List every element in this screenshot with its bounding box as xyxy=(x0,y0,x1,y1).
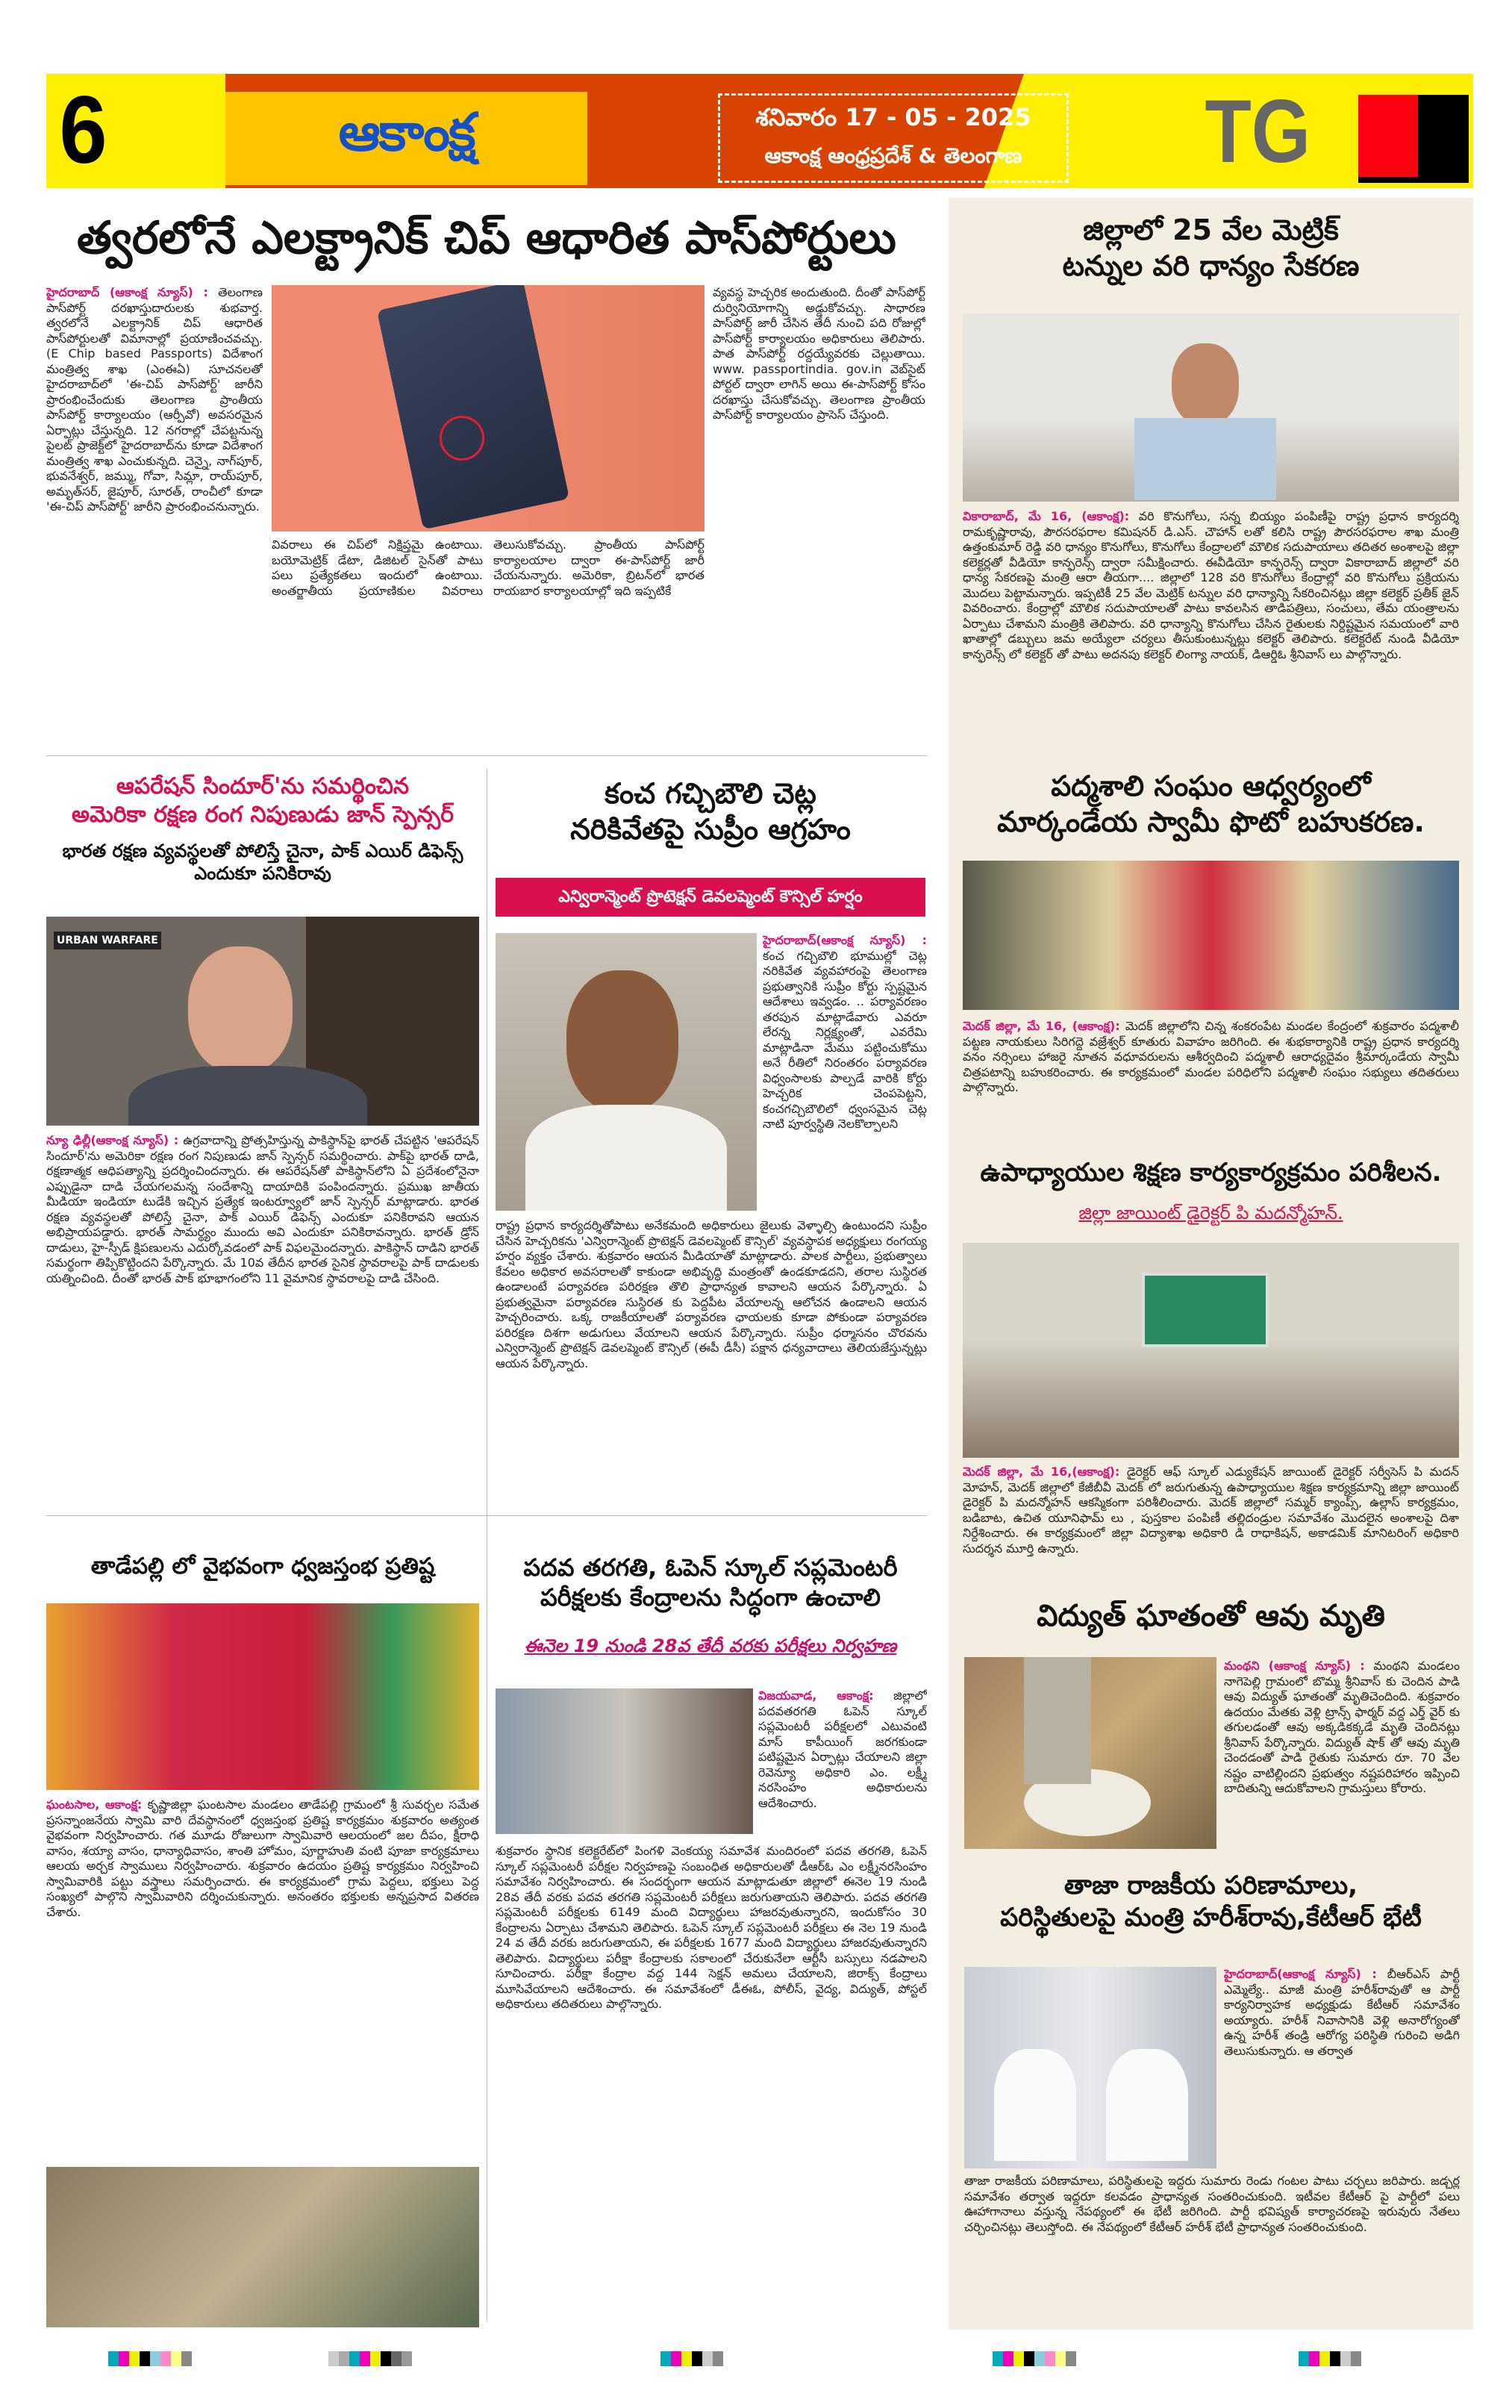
page-number: 6 xyxy=(59,77,107,184)
newspaper-logo: ఆకాంక్ష xyxy=(338,102,475,163)
article-text xyxy=(963,1019,1459,1138)
article-text xyxy=(46,1797,479,2159)
headline xyxy=(494,1553,927,1612)
headline xyxy=(494,776,927,847)
registration-marks xyxy=(328,2351,412,2366)
video-conference-photo xyxy=(963,314,1459,502)
dateline: విజయవాడ, ఆకాంక్ష: xyxy=(758,1688,874,1703)
body-text: కృష్ణాజిల్లా ఘంటసాల మండలం తాడేపల్లి గ్రామంలో శ్రీ సువర్చల సమేత ప్రసన్నాంజనేయ స్వామి వారి దేవస్థానంలో ధ్వజస్తంభ ప్రతిష్ట కార్యక్రమం శుక్రవారం అత్యంత వైభవంగా నిర్వహించారు. గత మూడు రోజులుగా స్వామివారి ఆలయంలో జల దీపం, క్షీరాధి వాసం, శయ్యా వాసం, ధాన్యాధివాసం, శాంతి హోమం, పూర్ణాహుతి వంటి పూజా కార్యక్రమాలు ఆలయ అర్చక స్వాములు నిర్వహించారు. శుక్రవారం ఉదయం ప్రతిష్ట కార్యక్రమం నిర్వహించి స్వామివారికి పట్టు వస్త్రాలు సమర్పించారు. ఈ కార్యక్రమంలో గ్రామ పెద్దలు, భక్తులు పెద్ద సంఖ్యలో పాల్గొని స్వామివారిని దర్శించుకున్నారు. అనంతరం భక్తులకు అన్నప్రసాద వితరణ చేశారు. xyxy=(46,1797,479,1919)
body-text: వరి కొనుగోలు, సన్న బియ్యం పంపిణీపై రాష్ట్ర ప్రధాన కార్యదర్శి రామకృష్ణారావు, పౌరసరఫరాల కమిషనర్ డి.ఎస్. చౌహాన్ లతో కలిసి రాష్ట్ర పౌరసరఫరాల శాఖ మంత్రి ఉత్తంకుమార్ రెడ్డి వరి ధాన్యం కొనుగోలు, కొనుగోలు కేంద్రాలలో మౌలిక సదుపాయాలు తదితర అంశాలపై జిల్లా కలెక్టర్లతో వీడియో కాన్ఫరెన్స్ ద్వారా సమీక్షించారు. ఈవీడియో కాన్ఫరెన్స్ ద్వారా వికారాబాద్ జిల్లాలో వరి ధాన్య సేకరణపై మంత్రి ఆరా తీయగా.... జిల్లాలో 128 వరి కొనుగోలు కేంద్రాల్లో వరి కొనుగోలు ప్రక్రియను మొదలు పెట్టామన్నారు. ఇప్పటికీ 25 వేల మెట్రిక్ టన్నుల వరి ధాన్యాన్ని సేకరించినట్లు జిల్లా కలెక్టర్ ప్రతీక్ జైన్ వివరించారు. కేంద్రాల్లో మౌలిక సదుపాయాలతో పాటు కావలసిన తాడిపత్రిలు, సంచులు, తేమ యంత్రాలను ఏర్పాటు చేశామని మంత్రికి తెలిపారు. వరి ధాన్యాన్ని కొనుగోలు చేసిన రైతులకు నిర్దిష్టమైన సమయంలో వారి ఖాతాల్లో డబ్బులు జమ అయ్యేలా చర్యలు తీసుకుంటున్నట్లు కలెక్టర్ తెలిపారు. కలెక్టరేట్ నుండి వీడియో కాన్ఫరెన్స్ లో కలెక్టర్ తో పాటు అదనపు కలెక్టర్ లింగ్యా నాయక్, డిఆర్డిఓ శ్రీనివాస్ లు పాల్గొన్నారు. xyxy=(963,509,1459,661)
headline xyxy=(46,773,479,829)
headline-line: పరీక్షలకు కేంద్రాలను సిద్ధంగా ఉంచాలి xyxy=(540,1583,881,1612)
headline-line: పద్మశాలి సంఘం ఆధ్వర్యంలో xyxy=(1051,770,1371,802)
dateline: న్యూ ఢిల్లీ(ఆకాంక్ష న్యూస్) : xyxy=(46,1133,179,1147)
article-text: వివరాలు ఈ చిప్‌లో నిక్షిప్తమై ఉంటాయి. బయోమెట్రిక్ డేటా, డిజిటల్ సైన్‌తో పాటు పలు ప్రత్యేకతలు ఇందులో ఉంటాయి. అంతర్జాతీయ ప్రయాణికుల వివరాలు తెలుసుకోవచ్చు. ప్రాంతీయ పాస్‌పోర్ట్ కార్యాలయాల ద్వారా ఈ-పాస్‌పోర్ట్ జారీ చేయనున్నారు. అమెరికా, బ్రిటన్‌లో భారత రాయబార కార్యాలయాల్లో ఇది ఇప్పటికే xyxy=(272,537,705,598)
article-text xyxy=(46,1133,479,1510)
logo-box xyxy=(225,92,587,185)
article-text: వ్యవస్థ హెచ్చరిక అందుతుంది. దీంతో పాస్‌పోర్ట్ దుర్వినియోగాన్ని అడ్డుకోవచ్చు. సాధారణ పాస్‌పోర్ట్ జారీ చేసిన తేదీ నుంచి పది రోజుల్లో పాస్‌పోర్ట్ కార్యాలయం అధికారులు తెలిపారు. పాత పాస్‌పోర్ట్ రద్దయ్యేవరకు చెల్లుతాయి. www. passportindia. gov.in వెబ్‌సైట్ పోర్టల్ ద్వారా లాగిన్ అయి ఈ-పాస్‌పోర్ట్ కోసం దరఖాస్తు చేసుకోవచ్చు. తెలంగాణ ప్రాంతీయ పాస్‌పోర్ట్ కార్యాలయం ప్రాసెస్ చేస్తుంది. xyxy=(713,285,925,422)
headline-line: అమెరికా రక్షణ రంగ నిపుణుడు జాన్ స్పెన్సర్ xyxy=(71,801,454,828)
dateline: మెదక్ జిల్లా, మే 16, (ఆకాంక్ష): xyxy=(963,1019,1120,1033)
masthead xyxy=(46,74,1473,188)
registration-marks xyxy=(108,2351,192,2366)
article-text: శుక్రవారం స్థానిక కలెక్టరేట్‌లో పింగళి వెంకయ్య సమావేశ మందిరంలో పదవ తరగతి, ఓపెన్ స్కూల్ సప్లమెంటరీ పరీక్షల నిర్వహణపై సంబంధిత అధికారులతో డీఆర్‌ఓ ఎం లక్ష్మీనరసింహం సమావేశం నిర్వహించారు. ఈ సందర్భంగా ఆయన మాట్లాడుతూ జిల్లాలో ఈనెల 19 నుండి 28వ తేదీ వరకు పదవ తరగతి సప్లమెంటరీ పరీక్షలు జరుగుతాయని తెలిపారు. పదవ తరగతి సప్లమెంటరీ పరీక్షలకు 6149 మంది విద్యార్థులు హాజరవుతున్నారని, ఇందుకోసం 30 కేంద్రాలను ఏర్పాటు చేశామని తెలిపారు. ఓపెన్ స్కూల్ సప్లమెంటరీ పరీక్షలు ఈ నెల 19 నుండి 24 వ తేదీ వరకు జరుగుతాయని, ఈ పరీక్షలకు 1677 మంది విద్యార్థులు హాజరవుతున్నారని తెలిపారు. విద్యార్థులు పరీక్షా కేంద్రాలకు సకాలంలో చేరుకునేలా ఆర్టీసీ బస్సులు నడపాలని సూచించారు. పరీక్షా కేంద్రాల వద్ద 144 సెక్షన్ అమలు చేయాలని, జిరాక్స్ కేంద్రాలు మూసివేయాలని ఆదేశించారు. ఈ సమావేశంలో డీఈఓ, పోలీస్, వైద్య, విద్యుత్, పోస్టల్ అధికారులు తదితరులు పాల్గొన్నారు. xyxy=(496,1844,927,2011)
headline-line: టన్నుల వరి ధాన్యం సేకరణ xyxy=(1062,249,1360,282)
headline-line: తాజా రాజకీయ పరిణామాలు, xyxy=(1063,1871,1358,1900)
headline: ఉపాధ్యాయుల శిక్షణ కార్యకార్యక్రమం పరిశీలన. xyxy=(980,1158,1442,1188)
divider xyxy=(46,755,927,756)
article-text xyxy=(963,509,1459,733)
headline-line: జిల్లాలో 25 వేల మెట్రిక్ xyxy=(1083,213,1339,246)
body-text: మెదక్ జిల్లాలోని చిన్న శంకరంపేట మండల కేంద్రంలో శుక్రవారం పద్మశాలీ పట్టణ నాయకులు సిరిగద్దె వజ్రేశ్వర్ కూతురు వివాహం జరిగింది. ఈ శుభకార్యానికి రాష్ట్ర ప్రధాన కార్యదర్శి వనం నర్సింలు హాజరై నూతన వధూవరులను ఆశీర్వదించి పద్మశాలీ ఆరాధ్యదైవం శ్రీమార్కండేయ స్వామీ చిత్రపటాన్ని బహుకరించారు. ఈ కార్యక్రమంలో మండల పరిధిలోని పద్మశాలీ సంఘం సభ్యులు తదితరులు పాల్గొన్నారు. xyxy=(963,1019,1459,1094)
headline-line: పరిస్థితులపై మంత్రి హరీశ్‌రావు,కేటీఆర్ భేటీ xyxy=(1000,1902,1422,1933)
region-label: TG xyxy=(1205,81,1311,181)
issue-date: శనివారం 17 - 05 - 2025 xyxy=(755,103,1031,131)
headline: త్వరలోనే ఎలక్ట్రానిక్ చిప్ ఆధారిత పాస్‌పోర్టులు xyxy=(77,212,896,264)
article-text: రాష్ట్ర ప్రధాన కార్యదర్శితోపాటు అనేకమంది అధికారులు జైలుకు వెళ్ళాల్సి ఉంటుందని సుప్రీం చేసిన హెచ్చరికను 'ఎన్విరాన్మెంట్ ప్రొటెక్షన్ డెవలప్మెంట్ కౌన్సిల్' వ్యవస్థాపక అధ్యక్షులు రంగయ్య హర్షం వ్యక్తం చేశారు. శుక్రవారం ఆయన మీడియాతో మాట్లాడారు. పాలక పార్టీలు, ప్రభుత్వాలు కేవలం అధికార అవసరాలతో కాకుండా అభివృద్ధి మంత్రంతో ఉండకూడదని, తరాల సుస్థిరత ఉండాలంటే పర్యావరణ పరిరక్షణ తొలి ప్రాధాన్యత కావాలని ఆయన పేర్కొన్నారు. ఏ ప్రభుత్వమైనా పర్యావరణ సుస్థిరత కు పెద్దపీట వేయాలన్న ఆలోచన ఉండాలని ఆయన హెచ్చరించారు. ఒక్క రాజకీయాలతో పర్యావరణ ఛాయలకు కూడా పోకుండా పర్యావరణ పరిరక్షణ దిశగా అడుగులు వేయాలని ఆయన పేర్కొన్నారు. సుప్రీం ధర్మాసనం చొరవను ఎన్విరాన్మెంట్ ప్రొటెక్షన్ డెవలప్మెంట్ కౌన్సిల్ (ఈపీ డీసీ) పక్షాన ధన్యవాదాలు తెలియజేస్తున్నట్లు ఆయన పేర్కొన్నారు. xyxy=(496,1218,927,1370)
temple-photo xyxy=(46,1603,479,1790)
spokesperson-photo xyxy=(496,933,757,1211)
dead-cow-photo xyxy=(964,1657,1216,1849)
headline: తాడేపల్లి లో వైభవంగా ధ్వజస్తంభ ప్రతిష్ట xyxy=(90,1553,435,1579)
headline xyxy=(949,769,1473,840)
article-text xyxy=(758,1688,927,1841)
headline-line: పదవ తరగతి, ఓపెన్ స్కూల్ సప్లమెంటరీ xyxy=(523,1553,898,1582)
article-text xyxy=(1224,1967,1460,2170)
headline: విద్యుత్ ఘాతంతో ఆవు మృతి xyxy=(1037,1599,1385,1633)
dateline: మంథని (ఆకాంక్ష న్యూస్) : xyxy=(1224,1659,1365,1673)
headline-line: కంచ గచ్చిబౌలి చెట్ల xyxy=(605,777,816,810)
headline-line: మార్కండేయ స్వామీ ఫొటో బహుకరణ. xyxy=(997,805,1425,838)
wedding-photo xyxy=(963,861,1459,1010)
dateline: హైదరాబాద్(ఆకాంక్ష న్యూస్) : xyxy=(1224,1967,1377,1981)
photo-caption: URBAN WARFARE xyxy=(54,932,161,949)
body-text: కంచ గచ్చిబౌలి భూముల్లో చెట్ల నరికివేత వ్యవహారంపై తెలంగాణ ప్రభుత్వానికి సుప్రీం కోర్టు స్పష్టమైన ఆదేశాలు ఇవ్వడం. .. పర్యావరణం తరపున మాట్లాడేవారు ఎవరూ లేరన్న నిర్లక్ష్యంతో, ఎవరేమి మాట్లాడినా మేము పట్టించుకోము అనే రీతిలో నిరంతరం పర్యావరణ విధ్వంసాలకు పాల్పడే వారికి కోర్టు హెచ్చరిక చెంపపెట్టని, కంచగచ్చిబౌలిలో ధ్వంసమైన చెట్ల నాటి పూర్వస్థితి నెలకొల్పాలని xyxy=(763,948,927,1131)
harish-ktr-photo xyxy=(964,1967,1216,2168)
body-text: మంథని మండలం నాగెపెల్లి గ్రామంలో బొమ్మ శ్రీనివాస్ కు చెందిన పాడి ఆవు విద్యుత్ ఘాతంతో మృతిచెందింది. శుక్రవారం ఉదయం మేతకు వెళ్లి ట్రాన్స్ ఫార్మర్ వద్ద ఎర్త్ వైర్ కు తగులడంతో ఆవు అక్కడికక్కడే మృతి చెందినట్లు శ్రీనివాస్ పేర్కొన్నారు. విద్యుత్ షాక్ తో ఆవు మృతి చెందడంతో పాడి రైతుకు సుమారు రూ. 70 వేల నష్టం వాటిల్లిందని ప్రభుత్వం నష్టపరిహారం ఇప్పించి బాదితున్ని ఆదుకోవాలని గ్రామస్తులు కోరారు. xyxy=(1224,1659,1460,1795)
date-box xyxy=(718,93,1069,183)
classroom-photo xyxy=(963,1243,1459,1458)
body-text: జిల్లాలో పదవతరగతి ఓపెన్ స్కూల్ సప్లమెంటరీ పరీక్షలలో ఎటువంటి మాస్ కాపీయింగ్ జరగకుండా పటిష్టమైన ఏర్పాట్లు చేయాలని జిల్లా రెవెన్యూ అధికారి ఎం. లక్ష్మీ నరసింహం అధికారులను ఆదేశించారు. xyxy=(758,1688,927,1810)
article-text xyxy=(1224,1659,1460,1849)
subheadline: జిల్లా జాయింట్ డైరెక్టర్ పి మదన్మోహన్. xyxy=(1078,1203,1343,1223)
subheadline: ఈనెల 19 నుండి 28వ తేదీ వరకు పరీక్షలు నిర్వహణ xyxy=(524,1635,897,1656)
registration-marks xyxy=(993,2351,1076,2366)
dateline: మెదక్ జిల్లా, మే 16,(ఆకాంక్ష): xyxy=(963,1465,1120,1479)
divider xyxy=(46,1515,927,1516)
article-text xyxy=(963,1465,1459,1584)
dateline: ఘంటసాల, ఆకాంక్ష: xyxy=(46,1797,143,1812)
dateline: హైదరాబాద్(ఆకాంక్ష న్యూస్) : xyxy=(763,933,927,947)
article-text xyxy=(46,285,263,748)
headline-line: ఆపరేషన్ సిందూర్'ను సమర్థించిన xyxy=(116,773,410,799)
dateline: వికారాబాద్, మే 16, (ఆకాంక్ష): xyxy=(963,509,1130,523)
meeting-photo xyxy=(496,1688,753,1834)
devotees-photo xyxy=(46,2167,479,2327)
subheadline: భారత రక్షణ వ్యవస్థలతో పోలిస్తే చైనా, పాక్ ఎయిర్ డిఫెన్స్ ఎందుకూ పనికిరావు xyxy=(62,840,463,884)
passport-photo xyxy=(272,285,705,531)
dateline: హైదరాబాద్ (ఆకాంక్ష న్యూస్) : xyxy=(46,285,208,299)
color-block-icon xyxy=(1358,95,1469,183)
headline xyxy=(949,1870,1473,1933)
body-text: ఉగ్రవాదాన్ని ప్రోత్సహిస్తున్న పాకిస్థాన్‌పై భారత్ చేపట్టిన 'ఆపరేషన్ సిందూర్'ను అమెరికా రక్షణ రంగ నిపుణుడు జాన్ స్పెన్సర్ సమర్థించారు. పాక్‌పై భారత్ దాడి, రక్షణాత్మక ఆధిపత్యాన్ని ప్రదర్శించిందన్నారు. ఈ ఆపరేషన్‌తో పాకిస్థాన్‌లోని ఏ ప్రదేశంలోనైనా ఎప్పుడైనా దాడి చేయగలమన్న సందేశాన్ని దాయాదికి పంపిందన్నారు. ప్రముఖ జాతీయ మీడియా ఇండియా టుడేకి ఇచ్చిన ప్రత్యేక ఇంటర్వ్యూలో జాన్ స్పెన్సర్ మాట్లాడారు. భారత రక్షణ వ్యవస్థలతో పోలిస్తే చైనా, పాక్ ఎయిర్ డిఫెన్స్ ఎందుకూ పనికిరావని ఆయన అభిప్రాయపడ్డారు. భారత్ సామర్థ్యం ముందు అవి ఎందుకూ పనికిరావన్నారు. భారత్ డ్రోన్ దాడులు, హై-స్పీడ్ క్షిపణులను ఎదుర్కోవడంలో పాక్ విఫలమైందన్నారు. పాకిస్థాన్ దాడిని భారత్ సమర్థంగా తిప్పికొట్టిందని పేర్కొన్నారు. మే 10వ తేదీన భారత సైనిక స్థావరాలపై పాక్ దాడులకు యత్నించింది. దీంతో భారత్ పాక్ భూభాగంలోని 11 వైమానిక స్థావరాలపై దాడి చేసింది. xyxy=(46,1133,479,1285)
john-spencer-photo xyxy=(46,917,479,1126)
article-text xyxy=(763,933,927,1211)
banner: ఎన్విరాన్మెంట్ ప్రొటెక్షన్ డెవలప్మెంట్ కౌన్సిల్ హర్షం xyxy=(496,878,925,917)
article-text: తాజా రాజకీయ పరిణామాలు, పరిస్థితులపై ఇద్దరు సుమారు రెండు గంటల పాటు చర్చలు జరిపారు. జడ్చర్ల సమావేశం తర్వాత ఇద్దరూ కలవడం ప్రాధాన్యత సంతరించుకుంది. ఇటీవల కేటీఆర్ పై పార్టీలో పలు ఊహాగానాలు వస్తున్న నేపథ్యంలో ఈ భేటీ జరిగింది. పార్టీ భవిష్యత్ కార్యాచరణపై ఇరువురు నేతలు చర్చించినట్లు తెలుస్తోంది. ఈ నేపథ్యంలో కేటీఆర్ హరీశ్ భేటీ ప్రాధాన్యత సంతరించుకుంది. xyxy=(964,2174,1460,2234)
headline xyxy=(949,213,1473,284)
body-text: బీఆర్ఎస్ పార్టీ ఎమ్మెల్యే.. మాజీ మంత్రి హరీశ్‌రావుతో ఆ పార్టీ కార్యనిర్వాహక అధ్యక్షుడు కేటీఆర్ సమావేశం అయ్యారు. హరీశ్ నివాసానికి వెళ్లి అనారోగ్యంతో ఉన్న హరీశ్ తండ్రి ఆరోగ్య పరిస్థితి గురించి అడిగి తెలుసుకున్నారు. ఆ తర్వాత xyxy=(1224,1967,1460,2058)
body-text: తెలంగాణ పాస్‌పోర్ట్ దరఖాస్తుదారులకు శుభవార్త. త్వరలోనే ఎలక్ట్రానిక్ చిప్ ఆధారిత పాస్‌పోర్టులతో విమానాల్లో ప్రయాణించవచ్చు. (E Chip based Passports) విదేశాంగ మంత్రిత్వ శాఖ (ఎంఈఏ) సూచనలతో హైదరాబాద్‌లో 'ఈ-చిప్ పాస్‌పోర్ట్' జారీని ప్రారంభించేందుకు తెలంగాణ ప్రాంతీయ పాస్‌పోర్ట్ కార్యాలయం (ఆర్పీవో) అవసరమైన ఏర్పాట్లు చేస్తున్నది. 12 నగరాల్లో చేపట్టనున్న పైలట్ ప్రాజెక్ట్‌లో హైదరాబాద్‌ను కూడా విదేశాంగ మంత్రిత్వ శాఖ ఎంచుకున్నది. చెన్నై, నాగ్‌పూర్, భువనేశ్వర్, జమ్ము, గోవా, సిమ్లా, రాయ్‌పూర్, అమృత్‌సర్, జైపూర్, సూరత్, రాంచీలో కూడా 'ఈ-చిప్ పాస్‌పోర్ట్' జారీని ప్రారంభించనున్నారు. xyxy=(46,285,263,514)
registration-marks xyxy=(660,2351,723,2366)
edition-name: ఆకాంక్ష ఆంధ్రప్రదేశ్ & తెలంగాణ xyxy=(764,143,1022,168)
headline-line: నరికివేతపై సుప్రీం ఆగ్రహం xyxy=(570,812,851,846)
body-text: డైరెక్టర్ ఆఫ్ స్కూల్ ఎడ్యుకేషన్ జాయింట్ డైరెక్టర్ సర్వీసెస్ పి మదన్ మోహన్, మెదక్ జిల్లాలో కేజీబీవీ మెదక్ లో జరుగుతున్న ఉపాధ్యాయుల శిక్షణ కార్యక్రమాన్ని జిల్లా జాయింట్ డైరెక్టర్ పి మదన్మోహన్ ఆకస్మికంగా పరిశీలించారు. మెదక్ జిల్లాలో సమ్మర్ క్యాంప్స్, ఉల్లాస్ కార్యక్రమం, బడిబాట, ఉచిత యూనిఫామ్ లు , పుస్తకాల పంపిణీ తల్లిదండ్రుల సమావేశం మొదలైన అంశాలపై దిశా నిర్దేశించారు. ఈ కార్యక్రమంలో జిల్లా విద్యాశాఖ అధికారి డి రాధాకిషన్, అకాడమిక్ మానిటరింగ్ అధికారి సుదర్శన మూర్తి ఉన్నారు. xyxy=(963,1465,1459,1556)
registration-marks xyxy=(1299,2351,1361,2366)
